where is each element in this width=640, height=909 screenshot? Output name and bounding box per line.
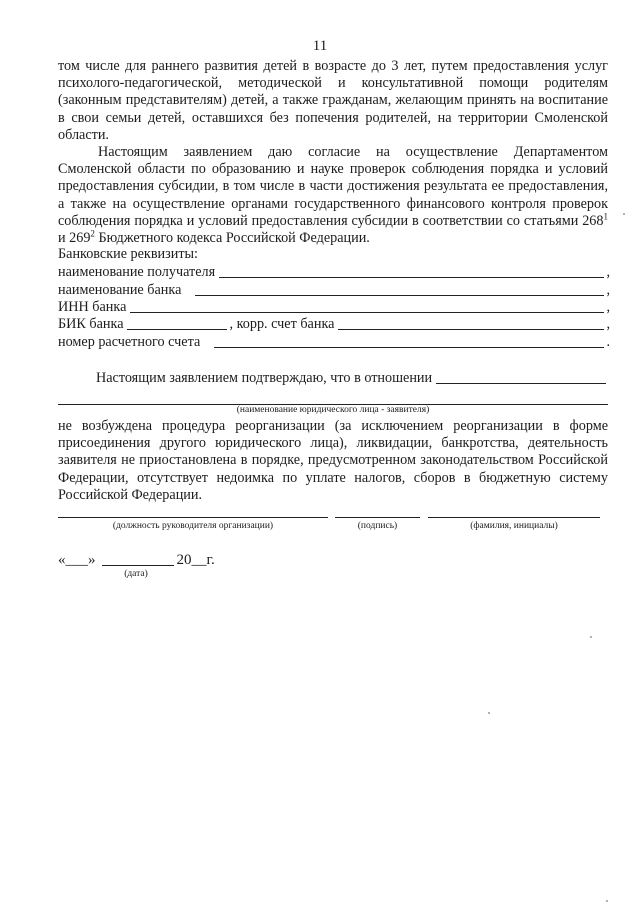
article-superscript-1: 1 — [603, 211, 608, 222]
consent-text: Настоящим заявлением даю согласие на осуществление Департаментом Смоленской области по образованию и науке проверок соблюдения порядка и условий предоставления субсидии, в том числе в части достижения результата ее предоставления, а также на осуществление органами государственного финансового контроля проверок соблюдения порядка и условий предоставления субсидии в соответствии со статьями 268 — [58, 144, 608, 229]
inn-label: ИНН банка — [58, 299, 127, 315]
line-end-comma: , — [606, 316, 610, 332]
recipient-name-field[interactable] — [58, 264, 610, 281]
line-end-comma: , — [606, 282, 610, 298]
date-open-quote: « — [58, 552, 66, 568]
date-year-suffix: г. — [206, 552, 215, 568]
bank-heading — [58, 246, 610, 263]
date-year-prefix: 20 — [176, 552, 192, 568]
paragraph-declaration: не возбуждена процедура реорганизации (за исключением реорганизации в форме присоединения другого юридического лица), ликвидации, банкротства, деятельность заявителя не приостановлена в порядке, предусмотренном законодательством Российской Федерации, отсутствует недоимка по уплате налогов, сборов в бюджетную систему Российской Федерации. — [58, 418, 608, 503]
line-end-comma: , — [606, 264, 610, 280]
caption-date: (дата) — [124, 569, 148, 579]
corr-label: , корр. счет банка — [229, 316, 335, 332]
paragraph-purpose: том числе для раннего развития детей в возрасте до 3 лет, путем предоставления услуг психолого-педагогической, методической и консультативной помощи родителям (законным представителям) детей, а также гражданам, желающим принять на воспитание в свои семьи детей, оставшихся без попечения родителей, на территории Смоленской области. — [58, 58, 608, 143]
account-blank[interactable] — [214, 346, 604, 348]
bank-name-label: наименование банка — [58, 282, 182, 298]
date-line[interactable] — [58, 552, 278, 569]
confirm-entity-blank[interactable] — [436, 382, 606, 384]
date-month-blank[interactable] — [102, 564, 174, 566]
bik-blank[interactable] — [127, 328, 227, 330]
inn-blank[interactable] — [130, 311, 604, 313]
signature-rule[interactable] — [335, 517, 420, 518]
page-number: 11 — [312, 38, 328, 54]
line-end-comma: , — [606, 299, 610, 315]
line-end-period: . — [606, 334, 610, 350]
scan-speck — [488, 712, 490, 714]
confirm-line[interactable] — [96, 370, 608, 387]
inn-field[interactable] — [58, 299, 610, 316]
scan-speck — [590, 636, 592, 638]
account-field[interactable] — [58, 334, 610, 351]
caption-entity: (наименование юридического лица - заявителя) — [236, 405, 430, 415]
position-rule[interactable] — [58, 517, 328, 518]
bank-name-blank[interactable] — [195, 294, 604, 296]
scan-speck — [606, 900, 608, 902]
bank-heading-text: Банковские реквизиты: — [58, 246, 198, 262]
bik-corr-field[interactable] — [58, 316, 610, 333]
bik-label: БИК банка — [58, 316, 124, 332]
caption-signature: (подпись) — [357, 521, 398, 531]
scan-speck — [623, 213, 625, 215]
consent-text-and: и 269 — [58, 230, 91, 247]
caption-position: (должность руководителя организации) — [112, 521, 274, 531]
confirm-text: Настоящим заявлением подтверждаю, что в отношении — [96, 370, 433, 386]
date-year-blank[interactable]: __ — [191, 552, 207, 568]
paragraph-consent — [58, 144, 608, 247]
recipient-name-label: наименование получателя — [58, 264, 216, 280]
name-rule[interactable] — [428, 517, 600, 518]
consent-text-end: Бюджетного кодекса Российской Федерации. — [94, 230, 370, 247]
date-close-quote: » — [88, 552, 96, 568]
caption-name: (фамилия, инициалы) — [470, 521, 558, 531]
corr-blank[interactable] — [338, 328, 604, 330]
date-day-blank[interactable]: ___ — [65, 552, 88, 568]
account-label: номер расчетного счета — [58, 334, 201, 350]
recipient-name-blank[interactable] — [219, 276, 604, 278]
article-superscript-2: 2 — [90, 228, 95, 239]
bank-name-field[interactable] — [58, 282, 610, 299]
